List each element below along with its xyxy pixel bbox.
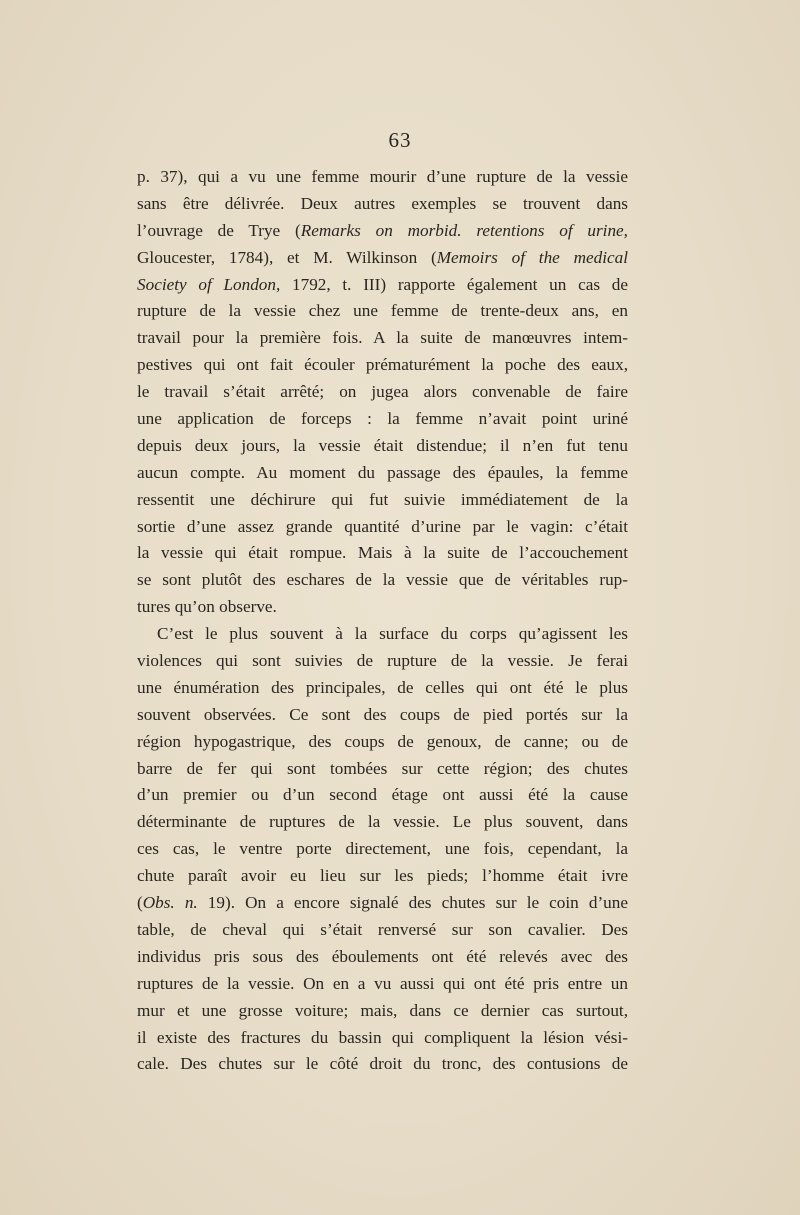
- text-span: (: [137, 893, 143, 913]
- text-line: [137, 890, 628, 917]
- text-span: rupture de la vessie chez une femme de trente-deux ans, en: [137, 301, 628, 321]
- text-span: travail pour la première fois. A la suite de manœuvres intem-: [137, 328, 628, 348]
- text-span: violences qui sont suivies de rupture de la vessie. Je ferai: [137, 651, 628, 671]
- italic-span: Obs. n.: [142, 893, 198, 913]
- text-span: l’ouvrage de Trye (: [137, 220, 301, 240]
- text-span: une application de forceps : la femme n’avait point uriné: [137, 409, 628, 429]
- italic-span: Remarks on morbid. retentions of urine,: [300, 220, 628, 240]
- text-span: sans être délivrée. Deux autres exemples se trouvent dans: [137, 193, 628, 213]
- text-line: [137, 352, 628, 379]
- text-span: il existe des fractures du bassin qui compliquent la lésion vési-: [137, 1027, 628, 1047]
- text-span: p. 37), qui a vu une femme mourir d’une rupture de la vessie: [137, 167, 628, 186]
- text-line: [137, 406, 628, 433]
- text-line: [137, 191, 628, 218]
- text-line: [137, 514, 628, 541]
- text-line: [137, 460, 628, 487]
- text-span: ressentit une déchirure qui fut suivie immédiatement de la: [137, 489, 628, 509]
- text-span: mur et une grosse voiture; mais, dans ce dernier cas surtout,: [137, 1000, 628, 1020]
- italic-span: Society of London,: [137, 274, 281, 294]
- text-span: région hypogastrique, des coups de genoux, de canne; ou de: [137, 731, 628, 751]
- text-line: [137, 164, 628, 191]
- text-span: la vessie qui était rompue. Mais à la suite de l’accouchement: [137, 543, 628, 563]
- text-span: Gloucester, 1784), et M. Wilkinson (: [137, 247, 437, 267]
- text-line: [137, 809, 628, 836]
- text-line: [137, 971, 628, 998]
- text-line: [137, 675, 628, 702]
- text-span: 19). On a encore signalé des chutes sur le coin d’une: [197, 893, 628, 913]
- text-line: [137, 782, 628, 809]
- text-span: tures qu’on observe.: [137, 597, 277, 617]
- text-span: une énumération des principales, de celles qui ont été le plus: [137, 677, 628, 697]
- text-span: se sont plutôt des eschares de la vessie que de véritables rup-: [137, 570, 628, 590]
- text-line: [137, 621, 628, 648]
- text-line: [137, 944, 628, 971]
- text-line: [137, 487, 628, 514]
- text-line: [137, 998, 628, 1025]
- text-span: déterminante de ruptures de la vessie. Le plus souvent, dans: [137, 812, 628, 832]
- text-line: [137, 756, 628, 783]
- text-line: [137, 272, 628, 299]
- text-line: [137, 298, 628, 325]
- text-span: cale. Des chutes sur le côté droit du tronc, des contusions de: [137, 1054, 628, 1074]
- text-span: 1792, t. III) rapporte également un cas de: [280, 274, 628, 294]
- text-line: [137, 836, 628, 863]
- text-line: [137, 433, 628, 460]
- text-span: individus pris sous des éboulements ont été relevés avec des: [137, 946, 628, 966]
- text-span: sortie d’une assez grande quantité d’urine par le vagin: c’était: [137, 516, 628, 536]
- page-number: 63: [388, 128, 412, 152]
- text-line: [137, 702, 628, 729]
- text-line: [137, 1051, 628, 1078]
- text-line: [137, 218, 628, 245]
- text-line: [137, 567, 628, 594]
- text-line: [137, 729, 628, 756]
- text-line: [137, 648, 628, 675]
- text-span: chute paraît avoir eu lieu sur les pieds; l’homme était ivre: [137, 866, 628, 886]
- text-span: d’un premier ou d’un second étage ont aussi été la cause: [137, 785, 628, 805]
- text-span: pestives qui ont fait écouler prématurément la poche des eaux,: [137, 355, 628, 375]
- text-span: le travail s’était arrêté; on jugea alors convenable de faire: [137, 382, 628, 402]
- text-span: souvent observées. Ce sont des coups de pied portés sur la: [137, 704, 628, 724]
- text-span: ces cas, le ventre porte directement, une fois, cependant, la: [137, 839, 628, 859]
- text-line: [137, 917, 628, 944]
- italic-span: Memoirs of the medical: [436, 247, 628, 267]
- text-line: [137, 325, 628, 352]
- text-line: [137, 379, 628, 406]
- text-span: ruptures de la vessie. On en a vu aussi qui ont été pris entre un: [137, 973, 628, 993]
- text-span: C’est le plus souvent à la surface du corps qu’agissent les: [157, 624, 628, 644]
- text-line: [137, 1025, 628, 1052]
- text-line: [137, 540, 628, 567]
- text-line: [137, 594, 628, 621]
- body-text: [137, 164, 628, 1078]
- text-span: table, de cheval qui s’était renversé sur son cavalier. Des: [137, 919, 628, 939]
- text-span: depuis deux jours, la vessie était distendue; il n’en fut tenu: [137, 435, 628, 455]
- text-span: aucun compte. Au moment du passage des épaules, la femme: [137, 462, 628, 482]
- text-span: barre de fer qui sont tombées sur cette région; des chutes: [137, 758, 628, 778]
- text-line: [137, 863, 628, 890]
- text-line: [137, 245, 628, 272]
